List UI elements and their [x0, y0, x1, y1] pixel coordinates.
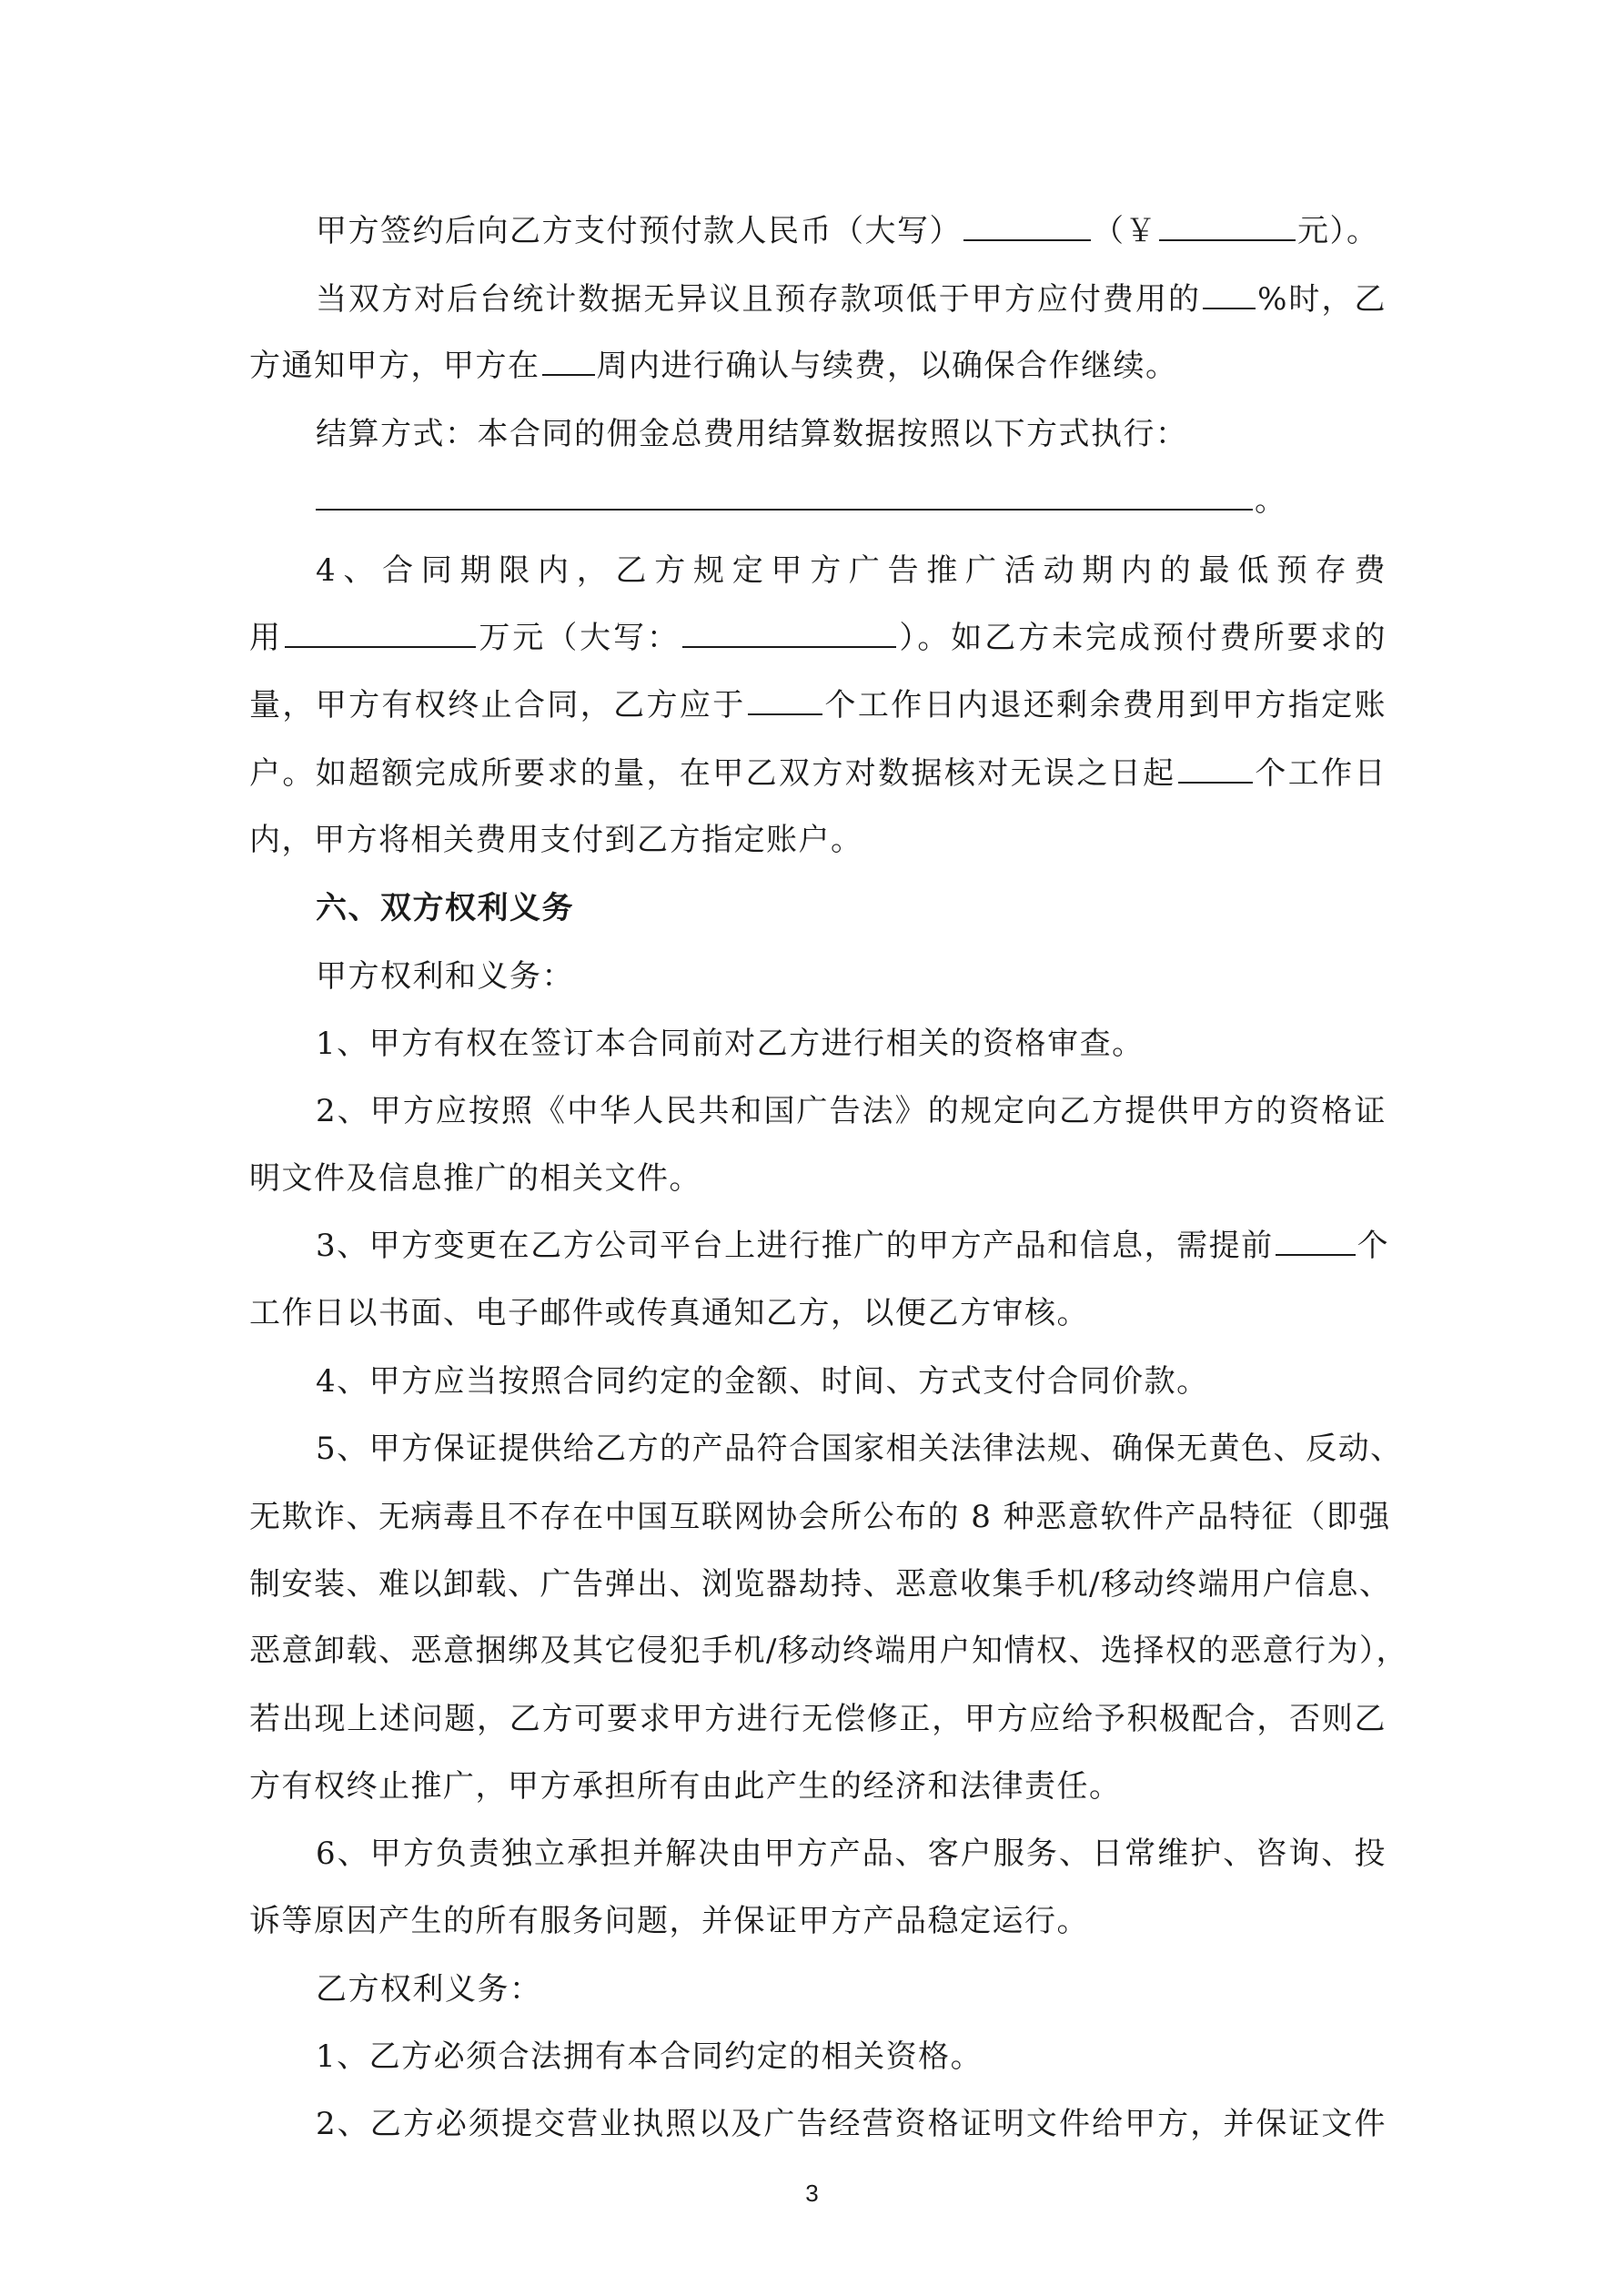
- party-a-item-6-cont: 诉等原因产生的所有服务问题，并保证甲方产品稳定运行。: [249, 1903, 1089, 1939]
- clause-4: 4、合同期限内，乙方规定甲方广告推广活动期内的最低预存费: [316, 552, 1387, 589]
- page-number: 3: [805, 2180, 819, 2207]
- paragraph-deposit: 当双方对后台统计数据无异议且预存款项低于甲方应付费用的 %时，乙: [316, 272, 1387, 327]
- party-a-item-4: 4、甲方应当按照合同约定的金额、时间、方式支付合同价款。: [316, 1363, 1209, 1400]
- blank-field: [1159, 207, 1296, 241]
- party-a-item-1: 1、甲方有权在签订本合同前对乙方进行相关的资格审查。: [316, 1026, 1145, 1062]
- blank-field: [1276, 1221, 1356, 1256]
- blank-field: [542, 341, 595, 376]
- paragraph-settlement: 结算方式：本合同的佣金总费用结算数据按照以下方式执行：: [316, 416, 1188, 452]
- section-heading: 六、双方权利义务: [316, 890, 574, 926]
- party-b-item-1: 1、乙方必须合法拥有本合同约定的相关资格。: [316, 2038, 983, 2075]
- settlement-blank-line: 。: [316, 473, 1387, 528]
- party-a-item-5-cont: 若出现上述问题，乙方可要求甲方进行无偿修正，甲方应给予积极配合，否则乙: [249, 1701, 1387, 1737]
- blank-field: [1178, 749, 1253, 784]
- party-a-item-5-cont: 方有权终止推广，甲方承担所有由此产生的经济和法律责任。: [249, 1768, 1122, 1805]
- clause-4-cont: 用 万元（大写： ）。如乙方未完成预付费所要求的: [249, 611, 1387, 665]
- blank-field: [682, 613, 896, 648]
- party-a-item-6: 6、甲方负责独立承担并解决由甲方产品、客户服务、日常维护、咨询、投: [316, 1836, 1387, 1872]
- clause-4-cont: 内，甲方将相关费用支付到乙方指定账户。: [249, 822, 863, 858]
- blank-field: [748, 681, 822, 715]
- party-b-item-2: 2、乙方必须提交营业执照以及广告经营资格证明文件给甲方，并保证文件: [316, 2106, 1387, 2142]
- blank-field: [1203, 275, 1256, 309]
- blank-field: [963, 207, 1091, 241]
- party-a-item-3: 3、甲方变更在乙方公司平台上进行推广的甲方产品和信息，需提前 个: [316, 1219, 1387, 1273]
- blank-field: [285, 613, 476, 648]
- party-a-item-2: 2、甲方应按照《中华人民共和国广告法》的规定向乙方提供甲方的资格证: [316, 1093, 1387, 1129]
- party-a-item-3-cont: 工作日以书面、电子邮件或传真通知乙方，以便乙方审核。: [249, 1295, 1089, 1331]
- paragraph-prepayment: 甲方签约后向乙方支付预付款人民币（大写） （￥ 元）。: [316, 204, 1387, 258]
- clause-4-cont: 户。如超额完成所要求的量，在甲乙双方对数据核对无误之日起 个工作日: [249, 746, 1387, 801]
- party-a-item-2-cont: 明文件及信息推广的相关文件。: [249, 1160, 701, 1197]
- blank-field: [316, 476, 1253, 511]
- party-a-item-5-cont: 无欺诈、无病毒且不存在中国互联网协会所公布的 8 种恶意软件产品特征（即强: [249, 1499, 1391, 1535]
- party-a-item-5-cont: 制安装、难以卸载、广告弹出、浏览器劫持、恶意收集手机/移动终端用户信息、: [249, 1566, 1392, 1603]
- party-a-item-5: 5、甲方保证提供给乙方的产品符合国家相关法律法规、确保无黄色、反动、: [316, 1431, 1403, 1467]
- clause-4-cont: 量，甲方有权终止合同，乙方应于 个工作日内退还剩余费用到甲方指定账: [249, 678, 1387, 733]
- paragraph-deposit-cont: 方通知甲方，甲方在 周内进行确认与续费，以确保合作继续。: [249, 339, 1387, 393]
- subheading-party-b: 乙方权利义务：: [316, 1971, 542, 2008]
- subheading-party-a: 甲方权利和义务：: [316, 958, 574, 995]
- party-a-item-5-cont: 恶意卸载、恶意捆绑及其它侵犯手机/移动终端用户知情权、选择权的恶意行为），: [249, 1633, 1408, 1669]
